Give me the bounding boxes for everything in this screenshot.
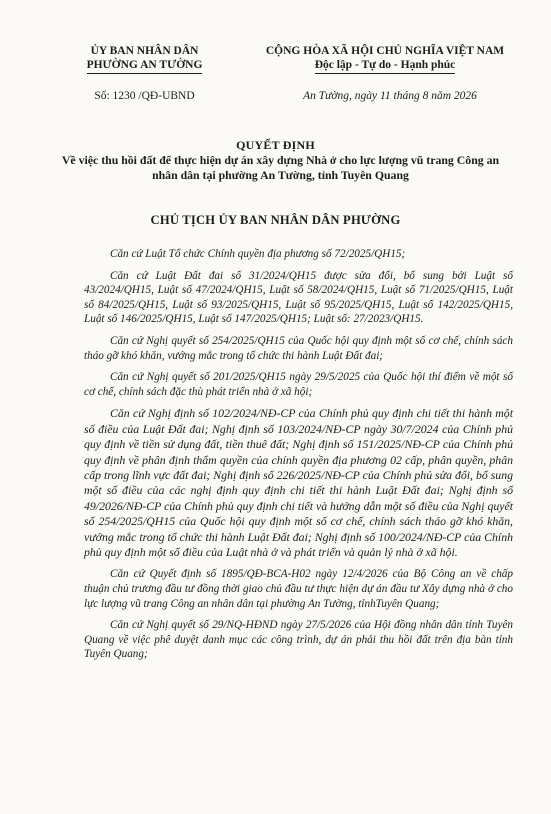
paragraph: Căn cứ Nghị quyết số 254/2025/QH15 của Quốc hội quy định một số cơ chế, chính sách tháo gỡ khó khăn, vướng mắc trong tổ chức thi hành Luật Đất đai; bbox=[84, 334, 513, 362]
paragraph: Căn cứ Nghị quyết số 29/NQ-HĐND ngày 27/5/2026 của Hội đồng nhân dân tỉnh Tuyên Quang về việc phê duyệt danh mục các công trình, dự án phải thu hồi đất trên địa bàn tỉnh Tuyên Quang; bbox=[84, 619, 513, 661]
paragraph: Căn cứ Luật Đất đai số 31/2024/QH15 được sửa đổi, bổ sung bởi Luật số 43/2024/QH15, Luật số 47/2024/QH15, Luật số 58/2024/QH15, Luật số 71/2025/QH15, Luật số 84/2025/QH15, Luật số 93/2025/QH15, Luật số 95/2025/QH15, Luật số 142/2025/QH15, Luật số 146/2025/QH15, Luật số 147/2025/QH15; Luật số: 27/2023/QH15. bbox=[84, 269, 513, 326]
document-date: An Tường, ngày 11 tháng 8 năm 2026 bbox=[303, 90, 477, 102]
country-name: CỘNG HÒA XÃ HỘI CHỦ NGHĨA VIỆT NAM bbox=[265, 45, 505, 57]
agency-line-2: PHƯỜNG AN TƯỜNG bbox=[87, 58, 203, 74]
document-subject: Về việc thu hồi đất để thực hiện dự án xây dựng Nhà ở cho lực lượng vũ trang Công an nhân dân tại phường An Tường, tỉnh Tuyên Quang bbox=[61, 153, 500, 182]
document-title: QUYẾT ĐỊNH bbox=[236, 138, 315, 152]
motto: Độc lập - Tự do - Hạnh phúc bbox=[315, 58, 456, 74]
document-body bbox=[84, 247, 513, 669]
authority-heading: CHỦ TỊCH ỦY BAN NHÂN DÂN PHƯỜNG bbox=[150, 213, 401, 227]
paragraph: Căn cứ Nghị định số 102/2024/NĐ-CP của Chính phủ quy định chi tiết thi hành một số điều của Luật Đất đai; Nghị định số 103/2024/NĐ-CP ngày 30/7/2024 của Chính phủ quy định về tiền sử dụng đất, tiền thuê đất; Nghị định số 151/2025/NĐ-CP của Chính phủ quy định về phân định thẩm quyền của chính quyền địa phương 02 cấp, phân quyền, phân cấp trong lĩnh vực đất đai; Nghị định số 226/2025/NĐ-CP của Chính phủ sửa đổi, bổ sung một số điều của các nghị định quy định chi tiết thi hành Luật Đất đai; Nghị định số 49/2026/NĐ-CP của Chính phủ quy định chi tiết và hướng dẫn một số điều của Nghị quyết số 254/2025/QH15 của Quốc hội quy định một số cơ chế, chính sách tháo gỡ khó khăn, vướng mắc trong tổ chức thi hành Luật Đất đai; Nghị định số 100/2024/NĐ-CP của Chính phủ quy định một số điều của Luật nhà ở và phát triển và quản lý nhà ở xã hội. bbox=[84, 406, 513, 559]
document-number: Số: 1230 /QĐ-UBND bbox=[94, 90, 195, 102]
paragraph: Căn cứ Nghị quyết số 201/2025/QH15 ngày 29/5/2025 của Quốc hội thí điểm về một số cơ chế, chính sách đặc thù phát triển nhà ở xã hội; bbox=[84, 371, 513, 398]
paragraph: Căn cứ Quyết định số 1895/QĐ-BCA-H02 ngày 12/4/2026 của Bộ Công an về chấp thuận chủ trương đầu tư đồng thời giao chủ đầu tư thực hiện dự án đầu tư Xây dựng nhà ở cho lực lượng vũ trang Công an nhân dân tại phường An Tường, tỉnhTuyên Quang; bbox=[84, 568, 513, 610]
national-motto bbox=[245, 44, 525, 74]
issuing-agency bbox=[52, 44, 237, 74]
agency-line-1: ỦY BAN NHÂN DÂN bbox=[90, 45, 199, 57]
paragraph: Căn cứ Luật Tổ chức Chính quyền địa phương số 72/2025/QH15; bbox=[110, 248, 406, 260]
